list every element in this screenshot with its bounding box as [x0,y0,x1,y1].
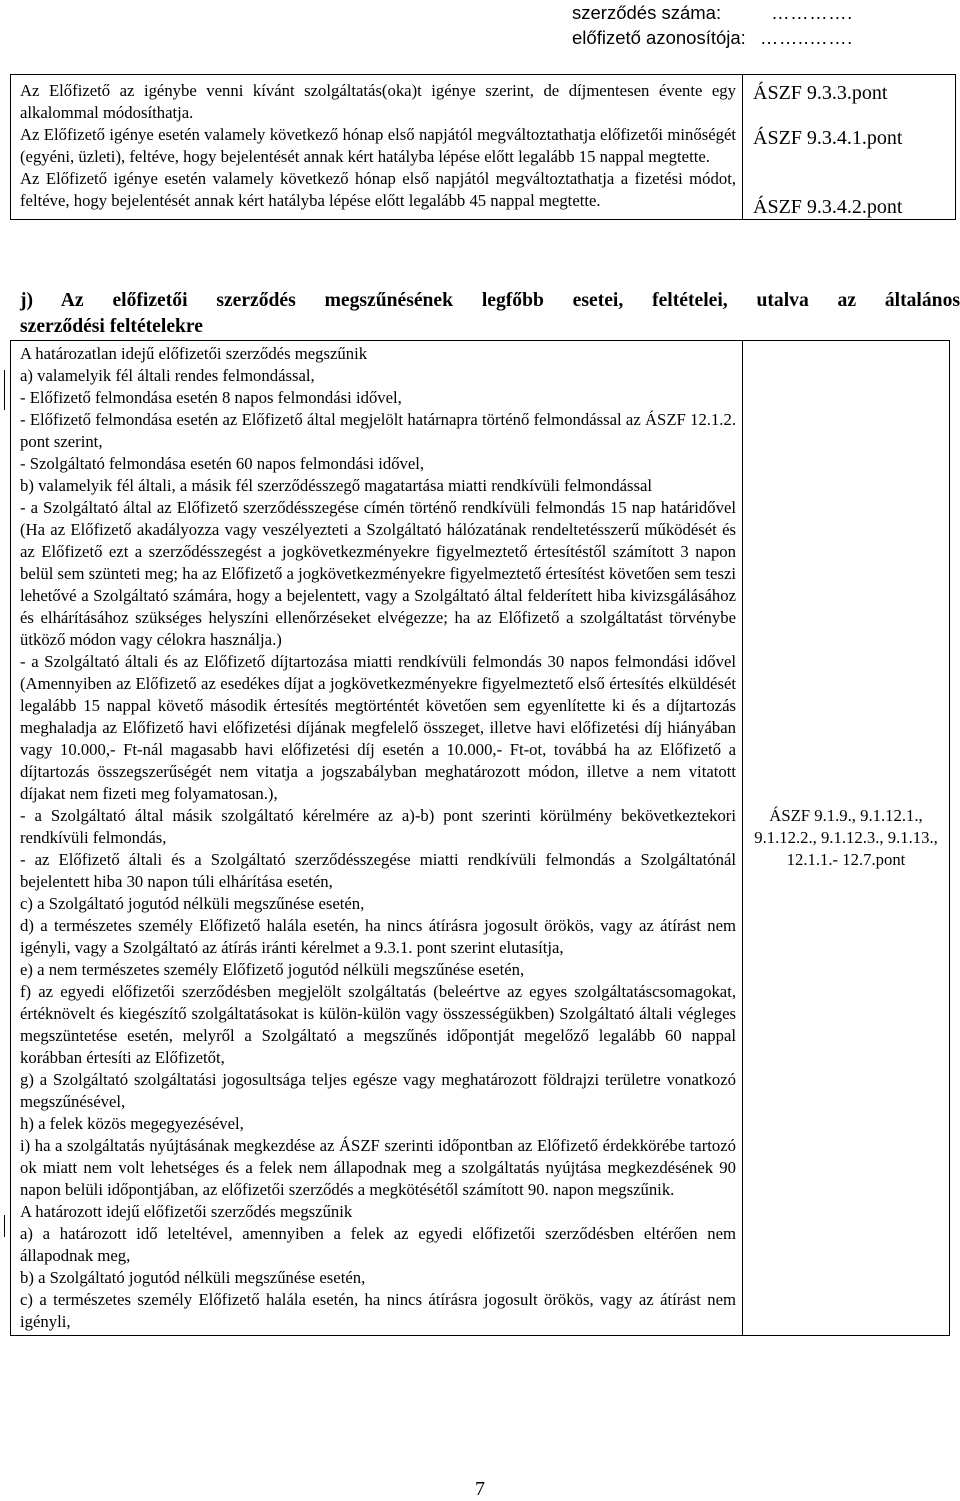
section-heading-line: j) Az előfizetői szerződés megszűnésének legfőbb esetei, feltételei, utalva az általános [20,290,960,311]
list-item: - Előfizető felmondása esetén 8 napos felmondási idővel, [20,388,402,407]
page-number: 7 [475,1478,485,1500]
list-item: - a Szolgáltató általi és az Előfizető díjtartozása miatti rendkívüli felmondás 30 napos felmondási idővel (Amennyiben az Előfizető az esedékes díjat a jogkövetkezményekre figyelmeztető első értesítés elküldését legalább 15 nappal követő második értesítés megtörténtét követően sem egyenlítette ki és a díjtartozás meghaladja az Előfizető havi előfizetési díjának megfelelő összeget, illetve havi előfizetési díj hiányában vagy 10.000,- Ft-nál magasabb havi előfizetési díj esetén a 10.000,- Ft-ot, továbbá ha az Előfizető a díjtartozás összegszerűségét nem vitatja a jogszabályban meghatározott módon, illetve a nem vitatott díjakat nem fizeti meg folyamatosan.), [20,652,736,803]
list-item: d) a természetes személy Előfizető halála esetén, ha nincs átírásra jogosult örökös, vagy az átírást nem igényli, vagy a Szolgáltató az átírás iránti kérelmet a 9.3.1. pont szerint elutasítja, [20,916,736,957]
list-item: e) a nem természetes személy Előfizető jogutód nélküli megszűnése esetén, [20,960,525,979]
list-item: h) a felek közös megegyezésével, [20,1114,244,1133]
contract-number-row [572,0,960,25]
reference-cell [743,75,956,220]
list-item: f) az egyedi előfizetői szerződésben megjelölt szolgáltatás (beleértve az egyes szolgáltatáscsomagokat, értéknövelt és kiegészítő szolgáltatásokat is külön-külön vagy összességükben) Szolgáltató általi végleges megszüntetése esetén, melyről a Szolgáltató a megszűnés időpontját megelőző legalább 60 nappal korábban értesíti az Előfizetőt, [20,982,736,1067]
list-item: - Előfizető felmondása esetén az Előfizető által megjelölt határnapra történő felmondással az ÁSZF 12.1.2. pont szerint, [20,410,736,451]
termination-text-cell [11,341,743,1336]
list-item: A határozatlan idejű előfizetői szerződés megszűnik [20,344,368,363]
list-item: - az Előfizető általi és a Szolgáltató szerződésszegése miatti rendkívüli felmondás a Szolgáltatónál bejelentett hiba 30 napon túli elhárítása esetén, [20,850,736,891]
list-item: A határozott idejű előfizetői szerződés megszűnik [20,1202,353,1221]
list-item: a) a határozott idő leteltével, amennyiben a felek az egyedi előfizetői szerződésben eltérően nem állapodnak meg, [20,1224,736,1265]
reference-label: ÁSZF 9.3.3.pont [753,82,888,104]
list-item: b) valamelyik fél általi, a másik fél szerződésszegő magatartása miatti rendkívüli felmondással [20,476,653,495]
modification-table [10,74,956,220]
subscriber-id-value: ……..……. [759,27,853,48]
section-heading-line: szerződési feltételekre [20,316,203,337]
subscriber-id-label: előfizető azonosítója: [572,27,746,48]
paragraph: Az Előfizető igénye esetén valamely következő hónap első napjától megváltoztathatja a fizetési módot, feltéve, hogy bejelentését annak kért hatályba lépése előtt legalább 45 nappal megtette. [20,169,736,210]
document-header [572,0,960,50]
list-item: b) a Szolgáltató jogutód nélküli megszűnése esetén, [20,1268,366,1287]
paragraph: Az Előfizető az igénybe venni kívánt szolgáltatás(oka)t igénye szerint, de díjmentesen évente egy alkalommal módosíthatja. [20,81,736,122]
list-item: - a Szolgáltató által másik szolgáltató kérelmére az a)-b) pont szerinti körülmény bekövetkeztekori rendkívüli felmondás, [20,806,736,847]
subscriber-id-row [572,25,960,50]
reference-cell [743,341,950,1336]
termination-table [10,340,950,1336]
list-item: a) valamelyik fél általi rendes felmondással, [20,366,315,385]
contract-number-value: …………. [771,2,853,23]
reference-label: ÁSZF 9.1.9., 9.1.12.1., 9.1.12.2., 9.1.12.3., 9.1.13., 12.1.1.- 12.7.pont [754,806,938,869]
revision-change-bar [4,1215,5,1237]
list-item: c) a Szolgáltató jogutód nélküli megszűnése esetén, [20,894,365,913]
contract-number-label: szerződés száma: [572,2,722,23]
modification-text-cell [11,75,743,220]
revision-change-bar [4,370,5,410]
section-heading [20,288,960,340]
reference-label: ÁSZF 9.3.4.2.pont [753,196,903,218]
list-item: g) a Szolgáltató szolgáltatási jogosultsága teljes egésze vagy meghatározott földrajzi területre vonatkozó megszűnésével, [20,1070,736,1111]
list-item: c) a természetes személy Előfizető halála esetén, ha nincs átírásra jogosult örökös, vagy az átírást nem igényli, [20,1290,736,1331]
list-item: i) ha a szolgáltatás nyújtásának megkezdése az ÁSZF szerinti időpontban az Előfizető érdekkörébe tartozó ok miatt nem volt lehetséges és a felek nem állapodnak meg a szolgáltatás nyújtása megkezdésének 90 napon belüli időpontjában, az előfizetői szerződés a megkötésétől számított 90. napon megszűnik. [20,1136,736,1199]
list-item: - a Szolgáltató által az Előfizető szerződésszegése címén történő rendkívüli felmondás 15 nap határidővel (Ha az Előfizető akadályozza vagy veszélyezteti a Szolgáltató hálózatának rendeltetésszerű működését és az Előfizető ezt a szerződésszegést a jogkövetkezményekre figyelmeztető értesítéstől számított 3 napon belül sem szünteti meg; ha az Előfizető a jogkövetkezményekre figyelmeztető értesítést követően sem teszi lehetővé a Szolgáltató számára, hogy a bejelentett, vagy a Szolgáltató által felderített hiba kivizsgálásához és elhárításához szükséges helyszíni ellenőrzéseket elvégezze; ha az Előfizető a szolgáltatást törvénybe ütköző módon vagy célokra használja.) [20,498,736,649]
list-item: - Szolgáltató felmondása esetén 60 napos felmondási idővel, [20,454,425,473]
reference-label: ÁSZF 9.3.4.1.pont [753,127,903,149]
paragraph: Az Előfizető igénye esetén valamely következő hónap első napjától megváltoztathatja előfizetői minőségét (egyéni, üzleti), feltéve, hogy bejelentését annak kért hatályba lépése előtt legalább 15 nappal megtette. [20,125,736,166]
